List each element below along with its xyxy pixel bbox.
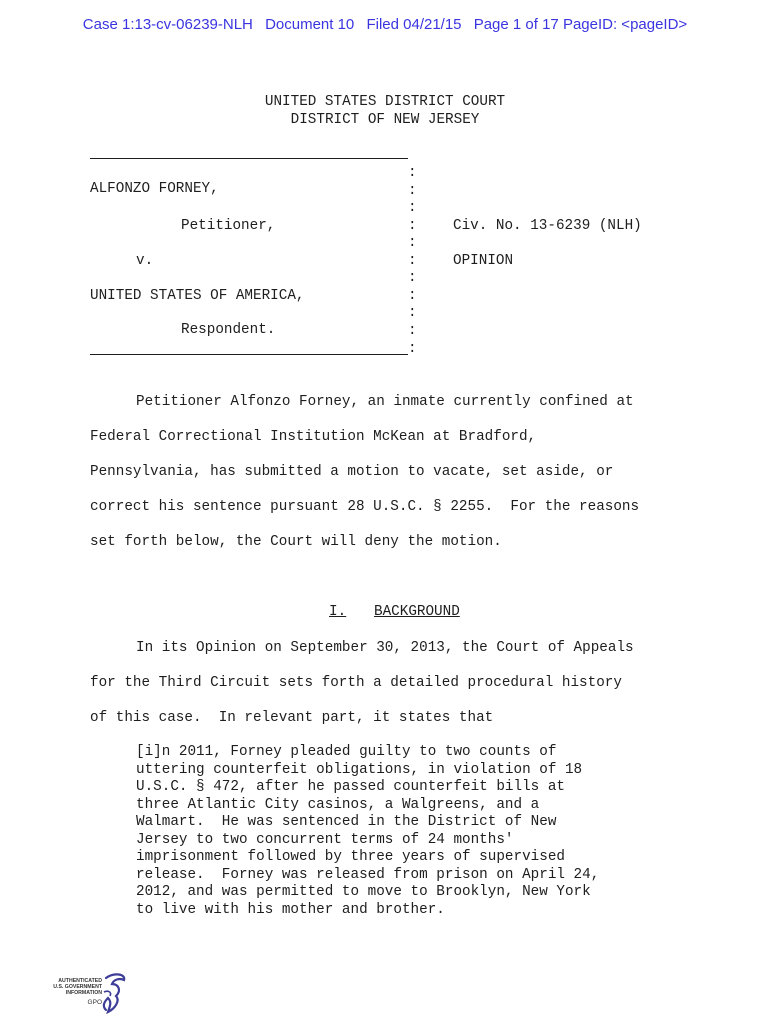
colon: : (408, 235, 417, 251)
filed-date: Filed 04/21/15 (366, 16, 462, 33)
quote-line: Jersey to two concurrent terms of 24 months' (136, 832, 514, 848)
document-number: Document 10 (265, 16, 355, 33)
page-info: Page 1 of 17 PageID: <pageID> (473, 16, 688, 33)
quote-line: to live with his mother and brother. (136, 902, 445, 918)
gpo-eagle-seal-icon (40, 970, 130, 1018)
document-type: OPINION (453, 253, 514, 269)
quote-line: 2012, and was permitted to move to Brooklyn, New York (136, 884, 591, 900)
respondent-role: Respondent. (181, 322, 276, 338)
svg-text:AUTHENTICATED: AUTHENTICATED (58, 978, 102, 984)
quote-line: imprisonment followed by three years of supervised (136, 849, 565, 865)
colon: : (408, 165, 417, 181)
colon: : (408, 200, 417, 216)
colon: : (408, 288, 417, 304)
civil-number: Civ. No. 13-6239 (NLH) (453, 218, 642, 234)
background-line: In its Opinion on September 30, 2013, the Court of Appeals (136, 640, 634, 656)
background-line: for the Third Circuit sets forth a detailed procedural history (90, 675, 622, 691)
case-number: Case 1:13-cv-06239-NLH (82, 16, 253, 33)
colon: : (408, 218, 417, 234)
colon: : (408, 341, 417, 357)
section-number: I. (329, 604, 347, 620)
section-title: BACKGROUND (374, 604, 460, 620)
colon: : (408, 305, 417, 321)
caption-bottom-rule (90, 354, 408, 355)
colon: : (408, 323, 417, 339)
intro-line: Petitioner Alfonzo Forney, an inmate currently confined at (136, 394, 634, 410)
respondent-name: UNITED STATES OF AMERICA, (90, 288, 305, 304)
quote-line: uttering counterfeit obligations, in violation of 18 (136, 762, 583, 778)
filing-header (0, 16, 770, 33)
colon: : (408, 270, 417, 286)
colon: : (408, 183, 417, 199)
intro-line: correct his sentence pursuant 28 U.S.C. § 2255. For the reasons (90, 499, 640, 515)
quote-line: Walmart. He was sentenced in the District of New (136, 814, 557, 830)
quote-line: three Atlantic City casinos, a Walgreens, and a (136, 797, 540, 813)
petitioner-name: ALFONZO FORNEY, (90, 181, 219, 197)
svg-text:INFORMATION: INFORMATION (65, 990, 102, 996)
quote-line: U.S.C. § 472, after he passed counterfeit bills at (136, 779, 565, 795)
court-district: DISTRICT OF NEW JERSEY (290, 112, 480, 128)
court-name: UNITED STATES DISTRICT COURT (264, 94, 506, 110)
svg-text:U.S. GOVERNMENT: U.S. GOVERNMENT (53, 984, 102, 990)
background-line: of this case. In relevant part, it states that (90, 710, 494, 726)
versus: v. (136, 253, 154, 269)
intro-line: Federal Correctional Institution McKean at Bradford, (90, 429, 537, 445)
quote-line: release. Forney was released from prison on April 24, (136, 867, 600, 883)
petitioner-role: Petitioner, (181, 218, 276, 234)
intro-line: Pennsylvania, has submitted a motion to vacate, set aside, or (90, 464, 614, 480)
caption-top-rule (90, 158, 408, 159)
svg-text:GPO: GPO (87, 999, 102, 1006)
quote-line: [i]n 2011, Forney pleaded guilty to two counts of (136, 744, 557, 760)
colon: : (408, 253, 417, 269)
intro-line: set forth below, the Court will deny the motion. (90, 534, 502, 550)
